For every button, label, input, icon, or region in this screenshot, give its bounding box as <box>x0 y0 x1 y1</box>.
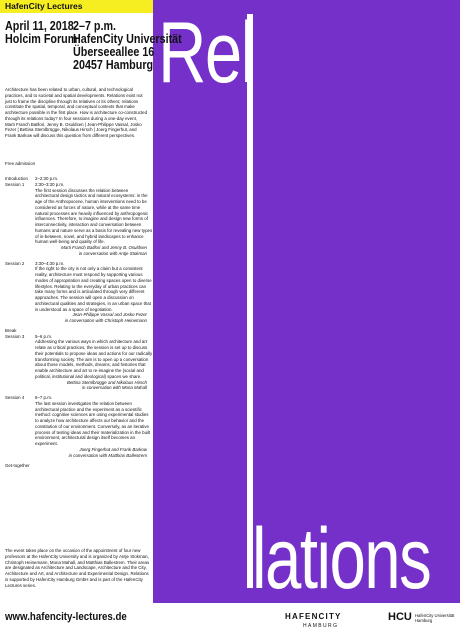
hafencity-wordmark: HAFENCITY <box>285 612 342 621</box>
address-line-3: 20457 Hamburg <box>73 58 154 72</box>
schedule-time: 2:30–3:30 p.m. <box>35 181 65 187</box>
hafencity-logo <box>285 612 349 632</box>
address-line-2: Überseeallee 16 <box>73 45 155 59</box>
event-date: April 11, 2018 <box>5 19 74 33</box>
session-speakers: Joerg Fingerhut and Frank Barkow <box>79 446 147 452</box>
hcu-logo <box>388 611 458 633</box>
session-moderator: in conversation with Christoph Heinemann <box>64 318 147 323</box>
schedule-time: 2–2:30 p.m. <box>35 176 59 181</box>
title-bottom: lations <box>252 511 431 607</box>
session-speakers: Marti Franch Batllori and Jenny B. Osuldsen <box>61 245 147 250</box>
schedule-session-1 <box>5 182 153 257</box>
schedule-label: Session 4 <box>5 395 25 400</box>
schedule-label: Break <box>5 327 17 333</box>
fee-note: Free admission <box>5 161 36 166</box>
session-description: Addressing the various ways in which architecture and art relate as critical practices, the session is set up to discuss their potentials to propose ideas and actions for our radically transforming society. The aim is to open up a conversation about those models, methods, dreams, and histories that enable architecture and art to re-imagine the (social and political, institutional and ideological) spaces we share. <box>35 339 153 379</box>
address-line-1: HafenCity Universität <box>73 32 182 46</box>
intro-text: Architecture has been related to urban, cultural, and technological practices, and to societal and spatial developments. Relations exist not just to frame the discipline through its relatives or its others; relations constitute the spatial, temporal, and conceptual contexts that make architecture possible in the first place. How is architecture co-constructed through its relations today? In four sessions during a one-day event, Marti Franch Batllori, Jenny B. Osuldsen | Jean-Philippe Vassal, Josko Fezer | Bettina Stemlbrügge, Nikolaus Hirsch | Joerg Fingerhut, and Frank Barkow will discuss this question from different perspectives. <box>5 87 148 138</box>
hcu-name <box>415 613 454 623</box>
session-description: The last session investigates the relation between architectural practice and the experiment as a scientific method: cognitive sciences are using experimental studies to analyze how architecture affects our behavior and the constitution of our environment. Conversely, as an iterative process of testing ideas and their materialization in the built environment, architectural design itself becomes an experiment. <box>35 400 151 446</box>
schedule-label: Introduction <box>5 176 28 181</box>
session-description: The first session discusses the relation between architectural design tactics and natural ecosystems: in the age of the Anthropocene, human interventions need to be considered as forces of nature, while at the same time natural processes are heavily influenced by anthropogenic influences. Therefore, to imagine and design new forms of interconnectivity, interaction and conversation between humans and nature serve as a basis for revealing new types of in-between, novel, and hybrid landscapes to enhance human well-being and quality of life. <box>35 187 153 245</box>
hcu-line-2: Hamburg <box>415 618 433 623</box>
event-time: 2–7 p.m. <box>73 19 117 33</box>
schedule-label: Session 3 <box>5 333 25 339</box>
schedule-time: 5–6 p.m. <box>35 333 53 339</box>
session-speakers: Bettina Stemlbrügge and Nikolaus Hirsch <box>66 379 147 385</box>
schedule-session-2 <box>5 261 153 324</box>
series-title: HafenCity Lectures <box>5 1 83 11</box>
hcu-mark: HCU <box>388 611 412 623</box>
footer-note: The event takes place on the occasion of the appointment of four new professors at the HafenCity University and is organized by Antje Stokman, Christoph Heinemann, Mona Mahall, and Matthias Ballestrem. Their areas are designated as Architecture and Landscape, Architecture and the City, Architecture and Art, and Architecture and Experimental Design. Relations is supported by HafenCity Hamburg GmbH and is part of the HafenCity Lectures series. <box>5 548 150 588</box>
schedule-label: Session 2 <box>5 260 25 266</box>
schedule-get-together <box>5 463 153 469</box>
schedule-session-3 <box>5 334 153 392</box>
hafencity-sub: HAMBURG <box>303 623 339 629</box>
schedule-label: Get-together <box>5 463 30 469</box>
session-speakers: Jean-Philippe Vassal and Josko Fezer <box>72 312 147 318</box>
session-moderator: in conversation with Antje Stokman <box>78 250 147 256</box>
session-moderator: in conversation with Matthias Ballestrem <box>68 452 147 458</box>
title-top: Rel <box>158 5 254 101</box>
series-banner <box>0 0 153 13</box>
schedule-time: 3:30–4:30 p.m. <box>35 260 65 266</box>
hcu-line-1: HafenCity Universität <box>415 613 455 618</box>
schedule-time: 6–7 p.m. <box>35 395 53 400</box>
event-venue: Holcim Forum <box>5 32 78 46</box>
schedule-label: Session 1 <box>5 181 25 187</box>
schedule <box>5 176 153 469</box>
session-moderator: in conversation with Mona Mahall <box>82 385 147 391</box>
schedule-session-4 <box>5 395 153 458</box>
website-link[interactable]: www.hafencity-lectures.de <box>5 611 127 623</box>
session-description: If the right to the city is not only a claim but a consistent reality, architecture must respond by supporting various modes of appropriation and creating spaces open to diverse lifestyles. Relating to the everyday of urban practices can take many forms and is articulated through very different approaches. The session will open a discussion on architectural qualities and strategies, in an urban space that is understood as a space of negotiation. <box>35 266 152 312</box>
